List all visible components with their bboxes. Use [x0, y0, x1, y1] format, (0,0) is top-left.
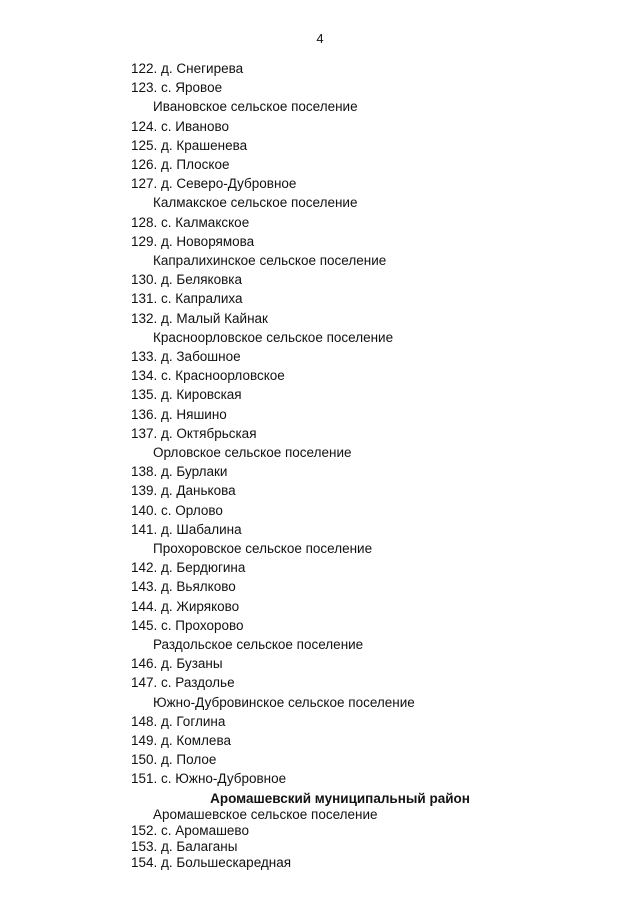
list-item: 146. д. Бузаны [131, 656, 223, 672]
list-item: 141. д. Шабалина [131, 521, 242, 537]
list-item: 122. д. Снегирева [131, 61, 244, 76]
list-item: 125. д. Крашенева [131, 137, 248, 153]
list-item: 131. с. Капралиха [131, 291, 243, 307]
list-item: 137. д. Октябрьская [131, 425, 257, 441]
settlement-heading: Прохоровское сельское поселение [153, 541, 373, 556]
page-number: 4 [316, 31, 324, 46]
settlement-heading: Калмакское сельское поселение [153, 195, 358, 211]
district-heading: Аромашевский муниципальный район [210, 790, 470, 806]
settlement-heading: Красноорловское сельское поселение [153, 329, 394, 345]
settlement-heading: Южно-Дубровинское сельское поселение [153, 694, 415, 710]
list-item: 138. д. Бурлаки [131, 464, 228, 480]
list-item: 140. с. Орлово [131, 502, 223, 518]
list-item: 129. д. Новорямова [131, 233, 255, 249]
list-item: 133. д. Забошное [131, 349, 241, 364]
list-item: 139. д. Данькова [131, 483, 236, 499]
list-item: 147. с. Раздолье [131, 675, 235, 691]
list-item: 136. д. Няшино [131, 406, 227, 422]
list-item: 142. д. Бердюгина [131, 560, 246, 576]
list-item: 126. д. Плоское [131, 157, 230, 172]
list-item: 145. с. Прохорово [131, 617, 244, 633]
settlement-heading: Орловское сельское поселение [153, 445, 352, 460]
list-item: 127. д. Северо-Дубровное [131, 176, 297, 192]
list-item: 135. д. Кировская [131, 387, 242, 403]
list-item: 148. д. Гоглина [131, 713, 226, 729]
settlement-heading: Капралихинское сельское поселение [153, 253, 387, 268]
list-item: 153. д. Балаганы [131, 838, 238, 854]
list-item: 149. д. Комлева [131, 733, 231, 748]
list-item: 143. д. Вьялково [131, 579, 236, 595]
list-item: 154. д. Большескаредная [131, 854, 292, 870]
list-item: 152. с. Аромашево [131, 822, 249, 838]
list-item: 144. д. Жиряково [131, 598, 240, 614]
list-item: 132. д. Малый Кайнак [131, 310, 268, 326]
list-item: 123. с. Яровое [131, 80, 223, 96]
settlement-heading: Раздольское сельское поселение [153, 637, 364, 652]
settlement-heading: Ивановское сельское поселение [153, 99, 358, 115]
list-item: 151. с. Южно-Дубровное [131, 771, 287, 787]
list-item: 124. с. Иваново [131, 118, 230, 134]
list-item: 128. с. Калмакское [131, 214, 250, 230]
list-item: 130. д. Беляковка [131, 272, 242, 288]
settlement-heading: Аромашевское сельское поселение [153, 806, 378, 822]
list-item: 150. д. Полое [131, 752, 217, 768]
list-item: 134. с. Красноорловское [131, 368, 285, 384]
